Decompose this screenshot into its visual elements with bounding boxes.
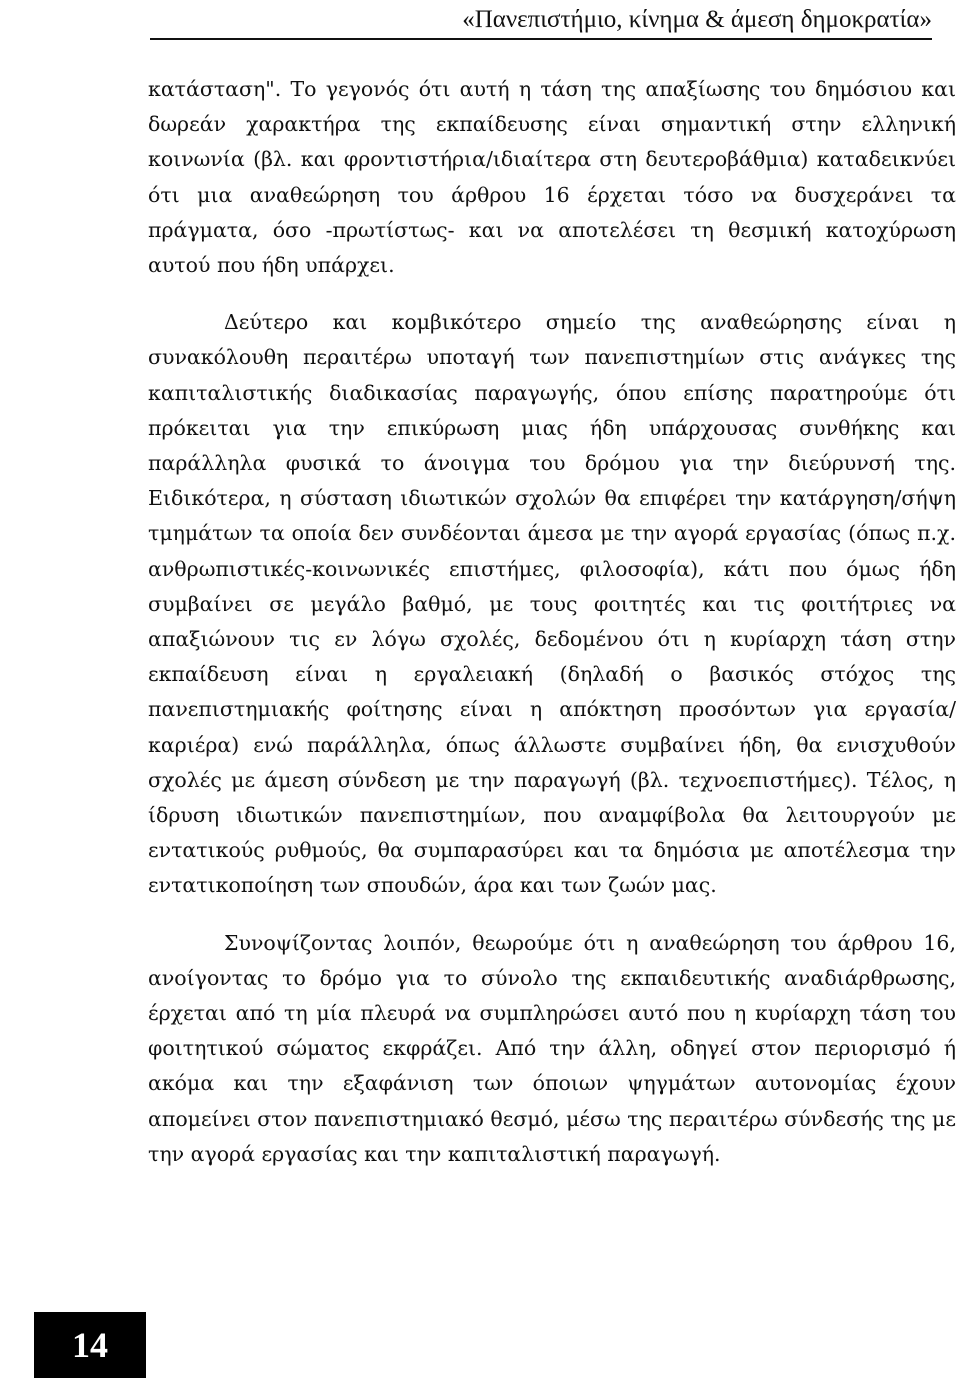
- running-header-title: «Πανεπιστήμιο, κίνημα & άμεση δημοκρατία»: [462, 6, 932, 33]
- body-text: [148, 72, 956, 1172]
- paragraph-3: Συνοψίζοντας λοιπόν, θεωρούμε ότι η αναθεώρηση του άρθρου 16, ανοίγοντας το δρόμο για το σύνολο της εκπαιδευτικής αναδιάρθρωσης, έρχεται από τη μία πλευρά να συμπληρώσει αυτό που η κυρίαρχη τάση του φοιτητικού σώματος εκφράζει. Από την άλλη, οδηγεί στον περιορισμό ή ακόμα και την εξαφάνιση των όποιων ψηγμάτων αυτονομίας έχουν απομείνει στον πανεπιστημιακό θεσμό, μέσω της περαιτέρω σύνδεσής της με την αγορά εργασίας και την καπιταλιστική παραγωγή.: [148, 930, 956, 1166]
- paragraph-2: Δεύτερο και κομβικότερο σημείο της αναθεώρησης είναι η συνακόλουθη περαιτέρω υποταγή των πανεπιστημίων στις ανάγκες της καπιταλιστικής διαδικασίας παραγωγής, όπου επίσης παρατηρούμε ότι πρόκειται για την επικύρωση μιας ήδη υπάρχουσας συνθήκης και παράλληλα φυσικά το άνοιγμα του δρόμου για την διεύρυνσή της. Ειδικότερα, η σύσταση ιδιωτικών σχολών θα επιφέρει την κατάργηση/σήψη τμημάτων τα οποία δεν συνδέονται άμεσα με την αγορά εργασίας (όπως π.χ. ανθρωπιστικές-κοινωνικές επιστήμες, φιλοσοφία), κάτι που όμως ήδη συμβαίνει σε μεγάλο βαθμό, με τους φοιτητές και τις φοιτήτριες να απαξιώνουν τις εν λόγω σχολές, δεδομένου ότι η κυρίαρχη τάση στην εκπαίδευση είναι η εργαλειακή (δηλαδή ο βασικός στόχος της πανεπιστημιακής φοίτησης είναι η απόκτηση προσόντων για εργασία/καριέρα) ενώ παράλληλα, όπως άλλωστε συμβαίνει ήδη, θα ενισχυθούν σχολές με άμεση σύνδεση με την παραγωγή (βλ. τεχνοεπιστήμες). Τέλος, η ίδρυση ιδιωτικών πανεπιστημίων, που αναμφίβολα θα λειτουργούν με εντατικούς ρυθμούς, θα συμπαρασύρει και τα δημόσια με αποτέλεσμα την εντατικοποίηση των σπουδών, άρα και των ζωών μας.: [148, 310, 956, 898]
- paragraph-1: κατάσταση". Το γεγονός ότι αυτή η τάση της απαξίωσης του δημόσιου και δωρεάν χαρακτήρα της εκπαίδευσης είναι σημαντική στην ελληνική κοινωνία (βλ. και φροντιστήρια/ιδιαίτερα στη δευτεροβάθμια) καταδεικνύει ότι μια αναθεώρηση του άρθρου 16 έρχεται τόσο να δυσχεράνει τα πράγματα, όσο -πρωτίστως- και να αποτελέσει τη θεσμική κατοχύρωση αυτού που ήδη υπάρχει.: [148, 77, 956, 278]
- page-number-box: [34, 1312, 146, 1378]
- page-number: 14: [72, 1325, 108, 1365]
- running-header: [150, 4, 932, 40]
